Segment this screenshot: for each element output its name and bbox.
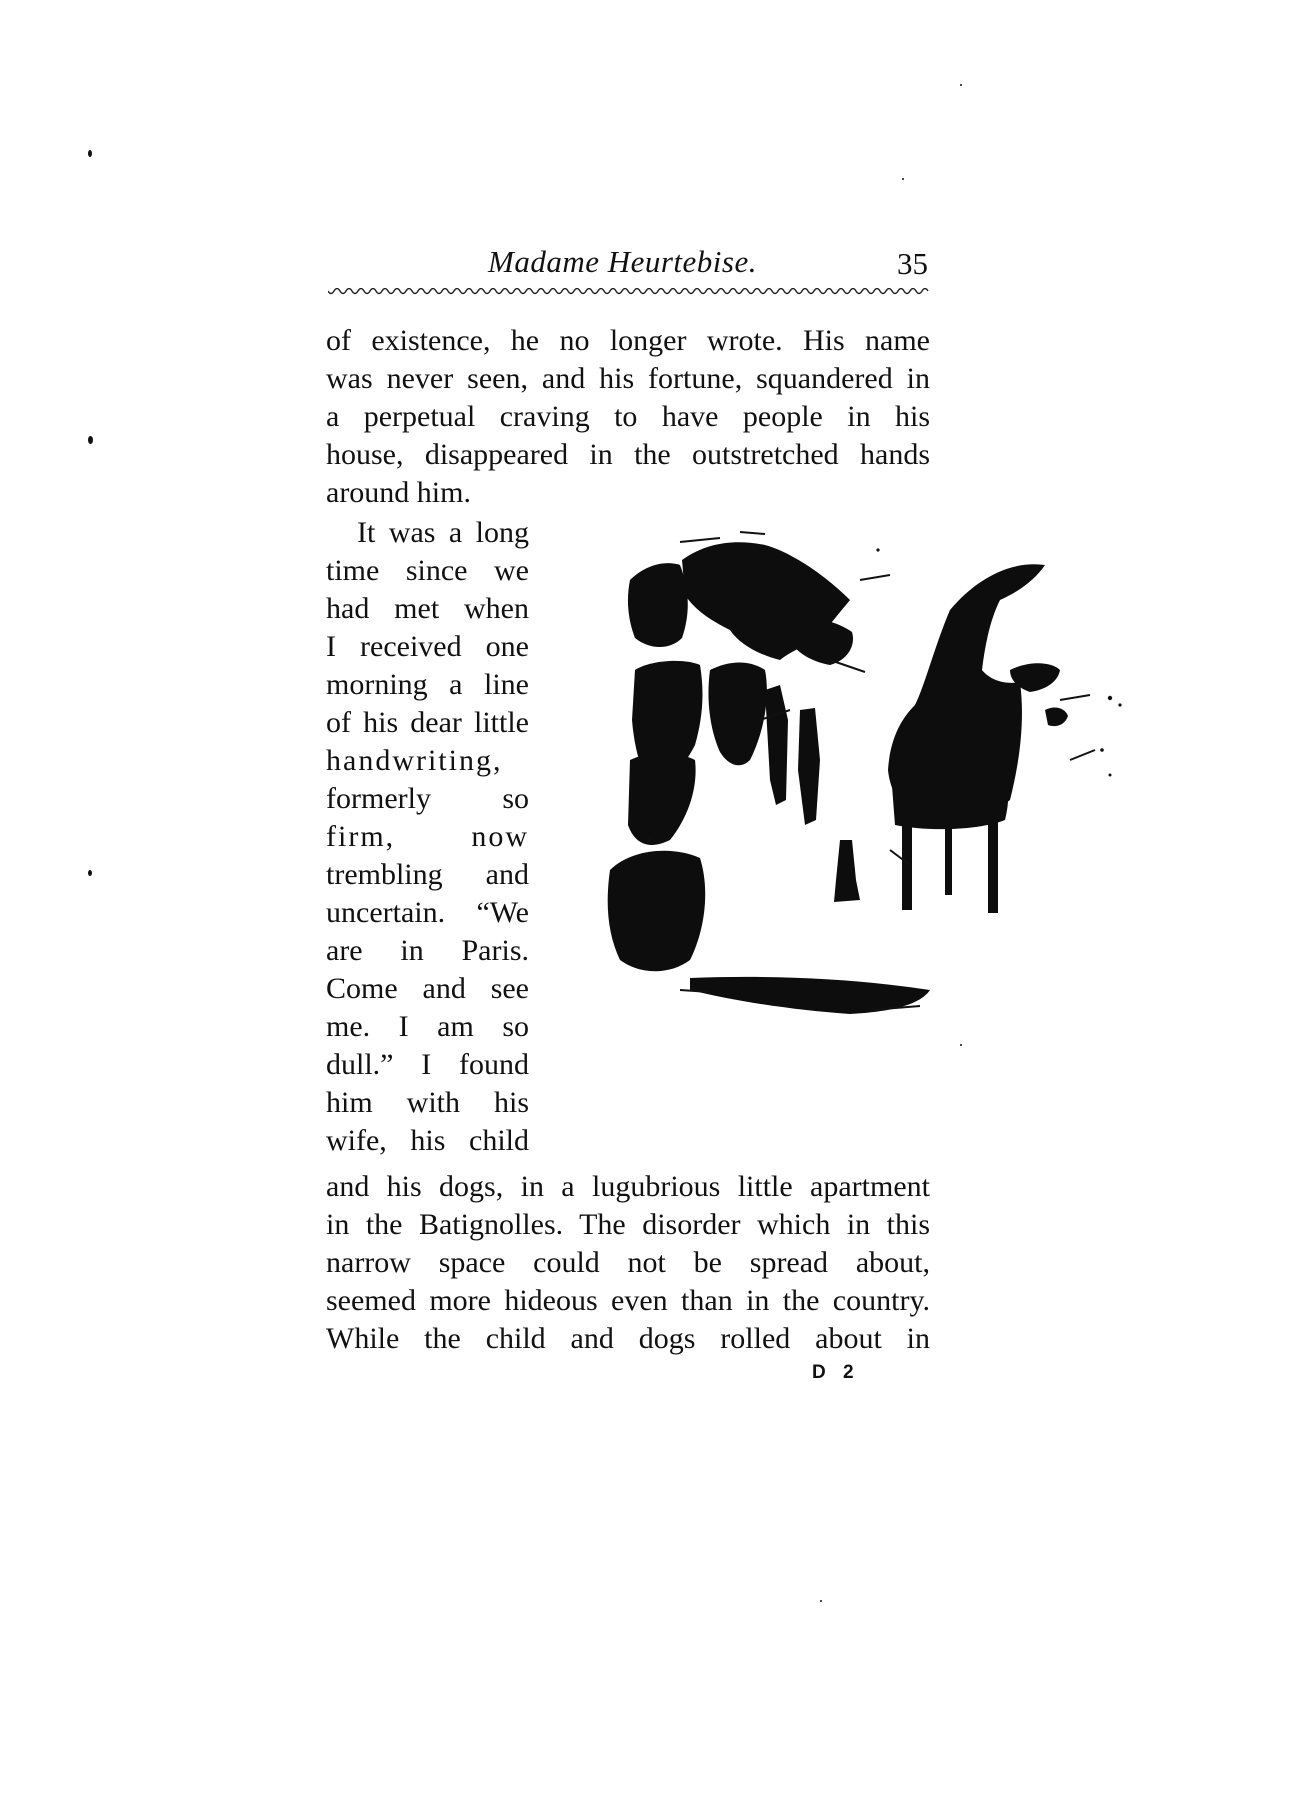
text-line: While the child and dogs rolled about in [326, 1322, 930, 1355]
page-speck [88, 436, 93, 444]
text-line: a perpetual craving to have people in his [326, 400, 930, 433]
text-line: formerly so [326, 782, 529, 815]
text-line: uncertain. “We [326, 896, 529, 929]
sketch-figure-chair-icon [608, 542, 1068, 1014]
text-line: house, disappeared in the outstretched hands [326, 438, 930, 471]
text-line: wife, his child [326, 1124, 529, 1157]
text-line: Come and see [326, 972, 529, 1005]
page-number: 35 [897, 246, 928, 281]
text-line: time since we [326, 554, 529, 587]
text-line: him with his [326, 1086, 529, 1119]
text-line: narrow space could not be spread about, [326, 1246, 930, 1279]
text-line: of his dear little [326, 706, 529, 739]
page-speck [902, 178, 904, 180]
running-header-title: Madame Heurtebise. [488, 244, 757, 279]
text-line: in the Batignolles. The disorder which in this [326, 1208, 930, 1241]
text-line: me. I am so [326, 1010, 529, 1043]
text-line: around him. [326, 476, 471, 509]
ink-sketch-illustration [590, 520, 1210, 1140]
page-speck [88, 870, 92, 876]
text-line: are in Paris. [326, 934, 529, 967]
page-speck [960, 84, 962, 86]
text-line: seemed more hideous even than in the country. [326, 1284, 930, 1317]
text-line: I received one [326, 630, 529, 663]
signature-mark: D 2 [812, 1362, 860, 1383]
text-line: firm, now [326, 820, 529, 853]
page-speck [820, 1600, 822, 1602]
text-line: and his dogs, in a lugubrious little apartment [326, 1170, 930, 1203]
text-line: It was a long [357, 516, 529, 549]
text-line: handwriting, [326, 744, 503, 777]
decorative-wavy-rule [328, 288, 932, 298]
text-line: of existence, he no longer wrote. His name [326, 324, 930, 357]
text-line: dull.” I found [326, 1048, 529, 1081]
text-line: was never seen, and his fortune, squandered in [326, 362, 930, 395]
text-line: had met when [326, 592, 529, 625]
page-speck [960, 1044, 962, 1046]
page-speck [88, 150, 92, 157]
text-line: morning a line [326, 668, 529, 701]
text-line: trembling and [326, 858, 529, 891]
